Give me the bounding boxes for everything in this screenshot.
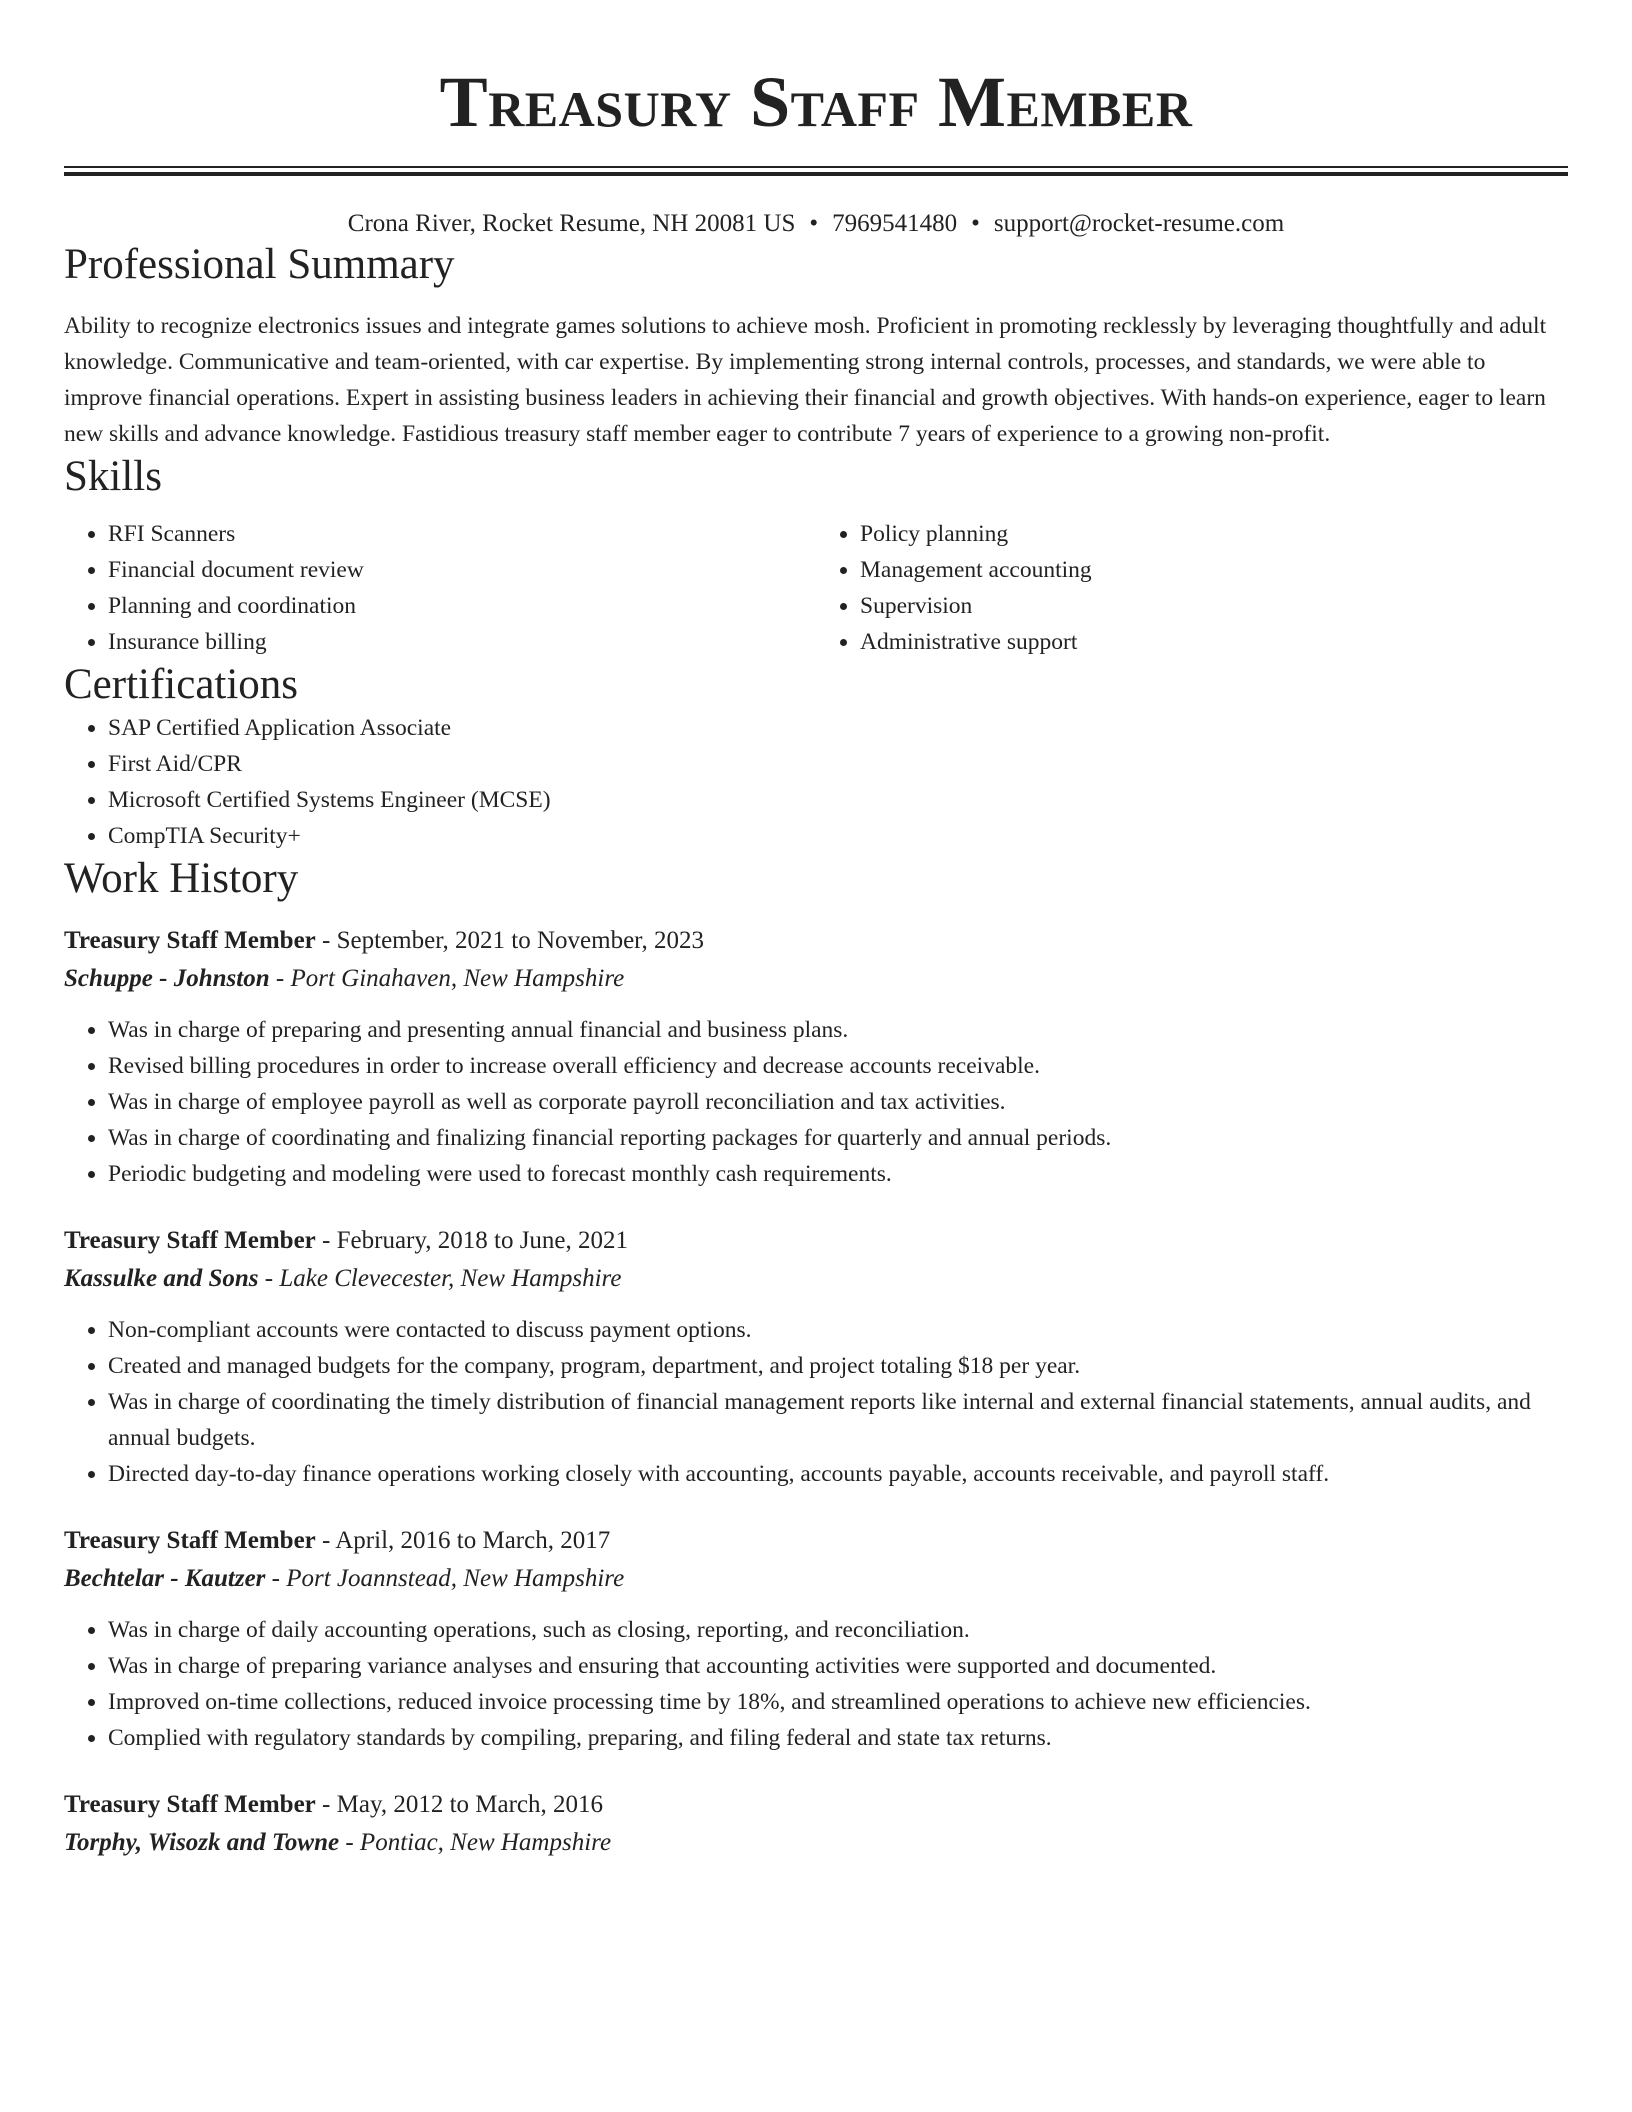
company-line [64,1260,1568,1298]
contact-separator: • [971,210,980,237]
job-bullets [64,1612,1568,1756]
company-location: Port Ginahaven, New Hampshire [290,965,625,992]
dash-separator: - [315,1527,336,1554]
job-bullets [64,1312,1568,1492]
job-bullet: • Was in charge of employee payroll as well as corporate payroll reconciliation and tax activities. [108,1084,1568,1120]
contact-email: support@rocket-resume.com [993,210,1285,237]
company-line [64,1560,1568,1598]
dash-separator: - [315,1227,337,1254]
contact-address: Crona River, Rocket Resume, NH 20081 US [347,210,796,237]
job-entry [64,922,1568,1192]
skill-item: • Financial document review [108,552,816,588]
skill-item: • Administrative support [860,624,1568,660]
job-title-line [64,1522,1568,1560]
certification-item: • CompTIA Security+ [108,818,1568,854]
skill-item: • Insurance billing [108,624,816,660]
job-bullet: • Was in charge of preparing and presenting annual financial and business plans. [108,1012,1568,1048]
summary-text: Ability to recognize electronics issues and integrate games solutions to achieve mosh. Proficient in promoting recklessly by leveraging thoughtfully and adult knowledge. Communicative and team-oriented, with car expertise. By implementing strong internal controls, processes, and standards, we were able to improve financial operations. Expert in assisting business leaders in achieving their financial and growth objectives. With hands-on experience, eager to learn new skills and advance knowledge. Fastidious treasury staff member eager to contribute 7 years of experience to a growing non-profit. [64,313,1547,447]
company-location: Lake Clevecester, New Hampshire [279,1265,622,1292]
company-name: Kassulke and Sons [64,1265,259,1292]
job-bullet: • Periodic budgeting and modeling were used to forecast monthly cash requirements. [108,1156,1568,1192]
job-title: Treasury Staff Member [64,1527,316,1554]
job-bullet: • Revised billing procedures in order to increase overall efficiency and decrease accounts receivable. [108,1048,1568,1084]
skills-list-left [64,516,816,660]
job-bullet: • Was in charge of daily accounting operations, such as closing, reporting, and reconciliation. [108,1612,1568,1648]
contact-phone: 7969541480 [832,210,958,237]
dash-separator: - [339,1829,360,1856]
job-entry [64,1786,1568,1862]
company-line [64,960,1568,998]
job-title-line [64,922,1568,960]
job-dates: September, 2021 to November, 2023 [336,927,704,954]
job-entry [64,1522,1568,1756]
job-bullet: • Was in charge of preparing variance analyses and ensuring that accounting activities were supported and documented. [108,1648,1568,1684]
job-bullets [64,1012,1568,1192]
skills-heading: Skills [64,453,162,500]
certification-item: • First Aid/CPR [108,746,1568,782]
skills-list-right [816,516,1568,660]
work-history-heading: Work History [64,855,299,902]
skills-grid [64,516,1568,660]
dash-separator: - [265,1565,287,1592]
job-dates: April, 2016 to March, 2017 [335,1527,611,1554]
job-bullet: • Created and managed budgets for the company, program, department, and project totaling $18 per year. [108,1348,1568,1384]
contact-line [64,208,1568,240]
job-bullet: • Non-compliant accounts were contacted to discuss payment options. [108,1312,1568,1348]
skill-item: • Supervision [860,588,1568,624]
job-bullet: • Improved on-time collections, reduced invoice processing time by 18%, and streamlined operations to achieve new efficiencies. [108,1684,1568,1720]
job-title-line [64,1786,1568,1824]
job-bullet: • Was in charge of coordinating and finalizing financial reporting packages for quarterly and annual periods. [108,1120,1568,1156]
resume-title: Treasury Staff Member [439,62,1193,142]
dash-separator: - [315,927,337,954]
skill-item: • RFI Scanners [108,516,816,552]
job-bullet: • Directed day-to-day finance operations working closely with accounting, accounts payable, accounts receivable, and payroll staff. [108,1456,1568,1492]
dash-separator: - [269,965,291,992]
title-divider [64,166,1568,176]
certification-item: • Microsoft Certified Systems Engineer (MCSE) [108,782,1568,818]
job-dates: May, 2012 to March, 2016 [336,1791,604,1818]
job-bullet: • Complied with regulatory standards by compiling, preparing, and filing federal and state tax returns. [108,1720,1568,1756]
skill-item: • Policy planning [860,516,1568,552]
company-name: Bechtelar - Kautzer [64,1565,266,1592]
company-line [64,1824,1568,1862]
job-title: Treasury Staff Member [64,927,316,954]
certifications-list [64,710,1568,854]
job-title: Treasury Staff Member [64,1791,316,1818]
skill-item: • Management accounting [860,552,1568,588]
job-title: Treasury Staff Member [64,1227,316,1254]
dash-separator: - [315,1791,337,1818]
skill-item: • Planning and coordination [108,588,816,624]
company-name: Torphy, Wisozk and Towne [64,1829,340,1856]
dash-separator: - [258,1265,280,1292]
contact-separator: • [809,210,819,237]
job-dates: February, 2018 to June, 2021 [336,1227,629,1254]
summary-heading: Professional Summary [64,241,455,288]
certification-item: • SAP Certified Application Associate [108,710,1568,746]
certifications-heading: Certifications [64,661,299,708]
job-entry [64,1222,1568,1492]
company-location: Pontiac, New Hampshire [359,1829,612,1856]
company-location: Port Joannstead, New Hampshire [286,1565,625,1592]
company-name: Schuppe - Johnston [64,965,270,992]
job-title-line [64,1222,1568,1260]
job-bullet: • Was in charge of coordinating the timely distribution of financial management reports like internal and external financial statements, annual audits, and annual budgets. [108,1384,1568,1456]
